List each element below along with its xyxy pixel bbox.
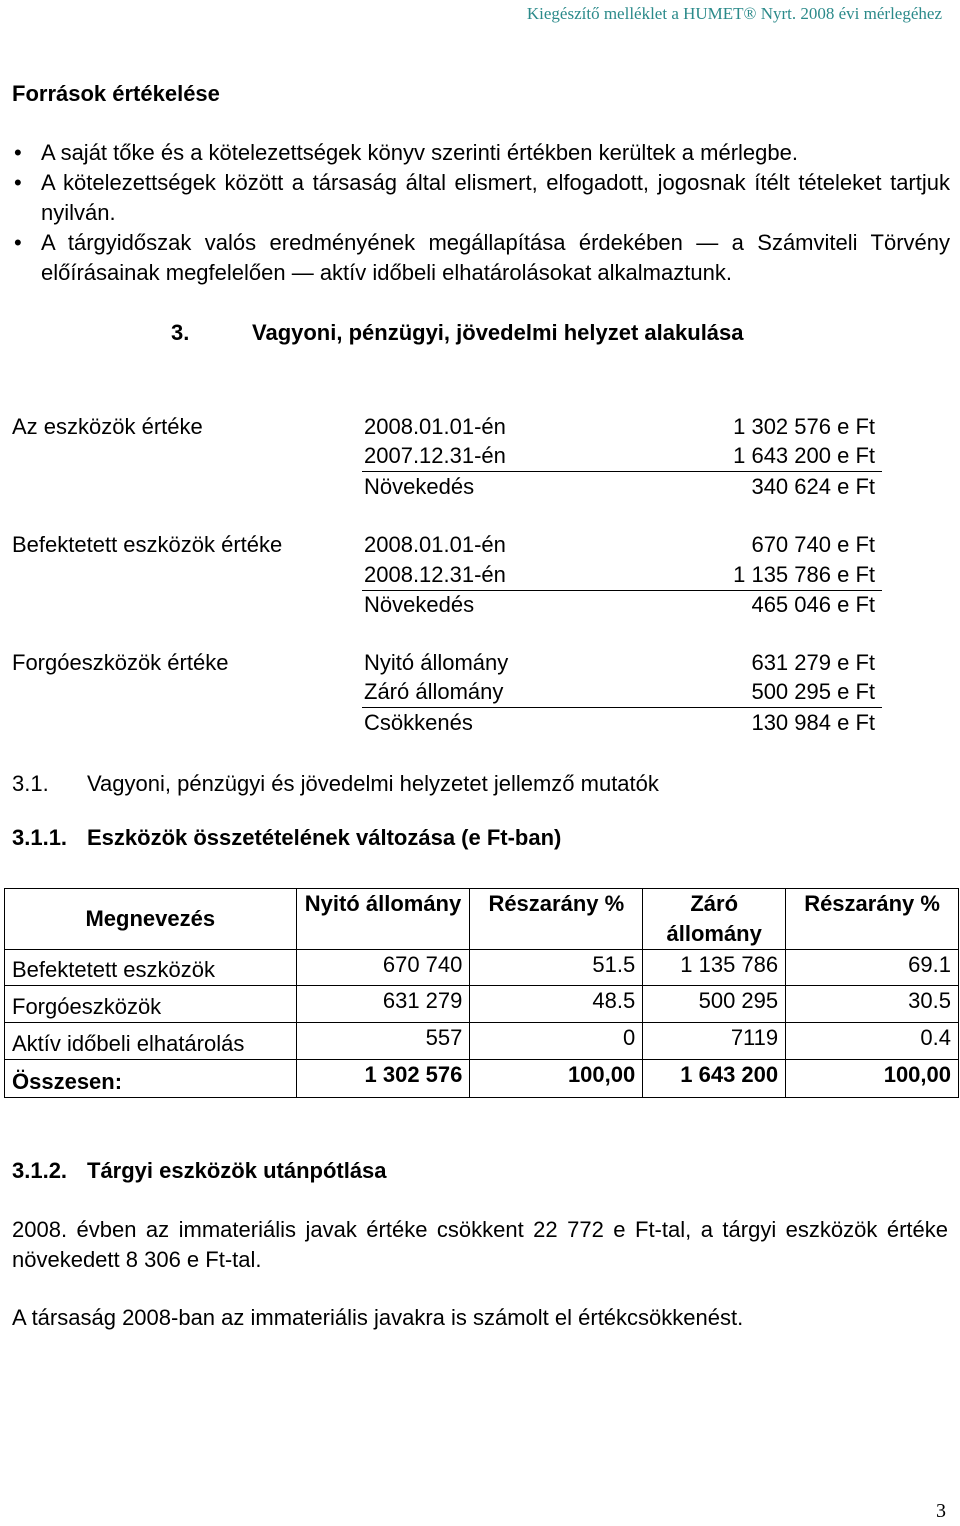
value-row-desc: Növekedés <box>364 592 475 617</box>
list-item <box>12 138 950 168</box>
table-cell: 631 279 <box>296 986 470 1023</box>
bullet-text: A kötelezettségek között a társaság által elismert, elfogadott, jogosnak ítélt tételeket tartjuk nyilván. <box>41 170 950 225</box>
table-row <box>5 950 959 986</box>
bullet-icon: • <box>14 170 22 195</box>
value-row-amount: 670 740 e Ft <box>751 532 875 557</box>
sum-divider <box>362 471 882 472</box>
column-header: Részarány % <box>470 889 643 950</box>
column-header: Megnevezés <box>5 889 297 950</box>
section-311-number: 3.1.1. <box>12 825 68 850</box>
table-row <box>5 1023 959 1060</box>
table-cell: 0.4 <box>786 1023 959 1060</box>
value-row-amount: 500 295 e Ft <box>751 679 875 704</box>
table-cell: Befektetett eszközök <box>5 950 297 986</box>
column-header: Záró állomány <box>643 889 786 950</box>
page-number: 3 <box>936 1500 946 1522</box>
table-total-row <box>5 1060 959 1098</box>
bullet-list <box>12 138 950 288</box>
bullet-icon: • <box>14 140 22 165</box>
table-cell: 30.5 <box>786 986 959 1023</box>
table-cell: 100,00 <box>470 1060 643 1098</box>
value-group-label: Befektetett eszközök értéke <box>12 532 283 557</box>
paragraph-immaterial: 2008. évben az immateriális javak értéke csökkent 22 772 e Ft-tal, a tárgyi eszközök értéke növekedett 8 306 e Ft-tal. <box>12 1217 948 1272</box>
section-3-number: 3. <box>171 320 190 345</box>
sum-divider <box>362 590 882 591</box>
section-31-number: 3.1. <box>12 771 49 796</box>
bullet-text: A tárgyidőszak valós eredményének megállapítása érdekében — a Számviteli Törvény előírásainak megfelelően — aktív időbeli elhatárolásokat alkalmaztunk. <box>41 230 950 285</box>
value-row-amount: 1 643 200 e Ft <box>733 443 875 468</box>
table-cell: 1 302 576 <box>296 1060 470 1098</box>
value-row-desc: 2008.01.01-én <box>364 414 506 439</box>
value-row-desc: Növekedés <box>364 474 475 499</box>
section-title-forrasok: Források értékelése <box>12 81 220 106</box>
value-group-label: Forgóeszközök értéke <box>12 650 229 675</box>
value-row-desc: 2008.01.01-én <box>364 532 506 557</box>
list-item <box>12 168 950 228</box>
value-group-label: Az eszközök értéke <box>12 414 203 439</box>
table-row <box>5 986 959 1023</box>
table-cell: 48.5 <box>470 986 643 1023</box>
table-cell: 670 740 <box>296 950 470 986</box>
value-row-amount: 1 302 576 e Ft <box>733 414 875 439</box>
table-cell: 557 <box>296 1023 470 1060</box>
table-cell: 1 135 786 <box>643 950 786 986</box>
table-cell: 69.1 <box>786 950 959 986</box>
sum-divider <box>362 707 882 708</box>
bullet-text: A saját tőke és a kötelezettségek könyv szerinti értékben kerültek a mérlegbe. <box>41 140 798 165</box>
value-row-desc: 2007.12.31-én <box>364 443 506 468</box>
value-row-amount: 130 984 e Ft <box>751 710 875 735</box>
bullet-icon: • <box>14 230 22 255</box>
value-row-desc: Csökkenés <box>364 710 473 735</box>
column-header: Nyitó állomány <box>296 889 470 950</box>
table-cell: 7119 <box>643 1023 786 1060</box>
paragraph-depreciation: A társaság 2008-ban az immateriális javakra is számolt el értékcsökkenést. <box>12 1305 744 1330</box>
table-header-row <box>5 889 959 950</box>
section-31-title: Vagyoni, pénzügyi és jövedelmi helyzetet jellemző mutatók <box>87 771 659 796</box>
value-row-amount: 631 279 e Ft <box>751 650 875 675</box>
table-cell: Forgóeszközök <box>5 986 297 1023</box>
value-row-desc: Nyitó állomány <box>364 650 509 675</box>
value-row-desc: 2008.12.31-én <box>364 562 506 587</box>
table-cell: Aktív időbeli elhatárolás <box>5 1023 297 1060</box>
value-row-amount: 340 624 e Ft <box>751 474 875 499</box>
table-cell: 0 <box>470 1023 643 1060</box>
section-3-title: Vagyoni, pénzügyi, jövedelmi helyzet alakulása <box>252 320 744 345</box>
value-row-amount: 465 046 e Ft <box>751 592 875 617</box>
section-312-number: 3.1.2. <box>12 1158 68 1183</box>
table-cell: 100,00 <box>786 1060 959 1098</box>
value-row-amount: 1 135 786 e Ft <box>733 562 875 587</box>
list-item <box>12 228 950 288</box>
table-cell: Összesen: <box>5 1060 297 1098</box>
table-cell: 51.5 <box>470 950 643 986</box>
page-header: Kiegészítő melléklet a HUMET® Nyrt. 2008 évi mérlegéhez <box>526 4 942 23</box>
table-cell: 1 643 200 <box>643 1060 786 1098</box>
section-312-title: Tárgyi eszközök utánpótlása <box>87 1158 387 1183</box>
column-header: Részarány % <box>786 889 959 950</box>
value-row-desc: Záró állomány <box>364 679 504 704</box>
asset-composition-table <box>4 888 959 1098</box>
section-311-title: Eszközök összetételének változása (e Ft-ban) <box>87 825 562 850</box>
table-cell: 500 295 <box>643 986 786 1023</box>
